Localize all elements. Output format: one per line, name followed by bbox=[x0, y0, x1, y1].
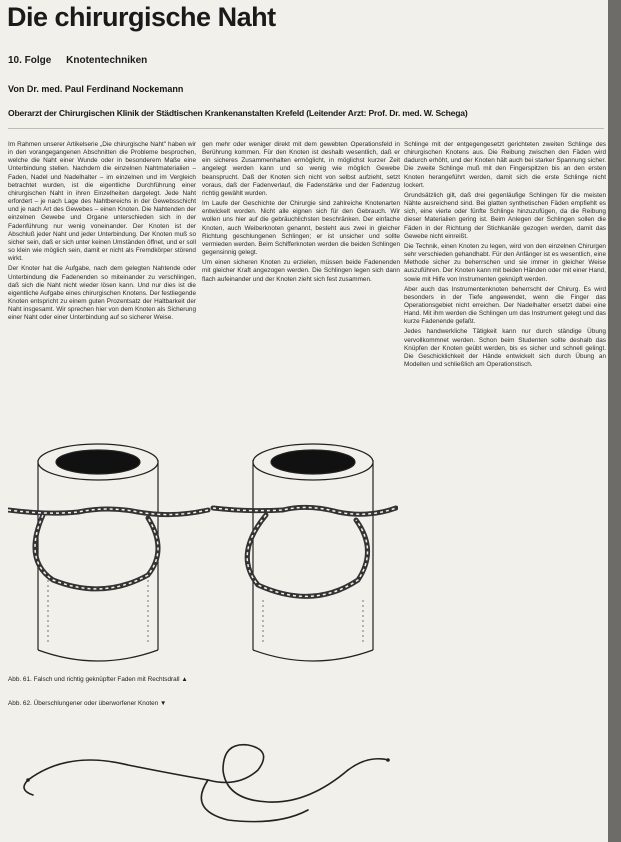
affiliation-line: Oberarzt der Chirurgischen Klinik der Städtischen Krankenanstalten Krefeld (Leitender Arzt: Prof. Dr. med. W. Schega) bbox=[8, 108, 468, 118]
text-column-3 bbox=[404, 141, 606, 841]
right-cylinder bbox=[253, 444, 373, 661]
text-column-1 bbox=[8, 141, 196, 441]
paragraph: Der Knoter hat die Aufgabe, nach dem gelegten Nahtende oder Unterbindung die Fadenenden so miteinander zu verschlingen, daß sich die Naht nicht wieder lösen kann. Und nur dies ist die eigentliche Aufgabe eines chirurgischen Knotens. Der festliegende Knoten entspricht zu einem guten Prozentsatz der Haltbarkeit der Naht insgesamt. Wir sprechen hier von dem Knoten als Sicherung einer Naht oder einer Unterbindung auf so sicherer Weise. bbox=[8, 265, 196, 322]
paragraph: Grundsätzlich gilt, daß drei gegenläufige Schlingen für die meisten Nähte ausreichend sind. Bei glatten synthetischen Fäden empfiehlt es sich, eine vierte oder fünfte Schlinge hinzuzufügen, da die Reibung dieser Materialien gering ist. Beim Anlegen der Schlingen sollen die Fäden in der Richtung der Stichkanäle gezogen werden, damit das Gewebe nicht einreißt. bbox=[404, 191, 606, 240]
figure-62-caption: Abb. 62. Überschlungener oder überworfener Knoten ▼ bbox=[8, 700, 167, 707]
paragraph: Im Rahmen unserer Artikelserie „Die chirurgische Naht" haben wir in den vorangegangenen Abschnitten die Probleme besprochen, welche die Naht einer Wunde oder in besonderem Maße eine Unterbindung stellen. Nachdem die einzelnen Nahtmaterialien – Faden, Nadel und Nadelhalter – im einzelnen und im Vergleich betrachtet wurden, ist die eigentliche Durchführung einer chirurgischen Naht in ihren Einzelheiten dargelegt. Jede Naht erfordert – je nach Lage des Nahtbereichs in der Gewebsschicht und je nach Art des Gewebes – einen Knoten. Die Nahtenden der einzelnen Gewebe und Organe unterschieden sich in der Fadenführung nur wenig voneinander. Der Knoten ist der Abschluß jeder Naht und jeder Unterbindung. Der Knoten muß so sicher sein, daß er sich unter keinen Umständen öffnet, und er soll so klein wie möglich sein, damit er nicht als Fremdkörper störend wirkt. bbox=[8, 141, 196, 263]
series-subtitle: Knotentechniken bbox=[66, 55, 148, 66]
article-title: Die chirurgische Naht bbox=[7, 2, 276, 32]
series-number: 10. Folge bbox=[8, 55, 52, 66]
paragraph: Um einen sicheren Knoten zu erzielen, müssen beide Fadenenden mit gleicher Kraft angezogen werden. Die Schlingen legen sich dann flach aufeinander und der Knoten zieht sich fest zusammen. bbox=[202, 259, 400, 283]
paragraph: Aber auch das Instrumentenknoten beherrscht der Chirurg. Es wird besonders in der Tiefe angewendet, wenn die Finger das Operationsgebiet nicht erreichen. Der Nadelhalter ersetzt dabei eine Hand. Mit ihm werden die Schlingen um das Instrument gelegt und das kurze Fadenende gefaßt. bbox=[404, 285, 606, 326]
text-column-2 bbox=[202, 141, 400, 441]
paragraph: Im Laufe der Geschichte der Chirurgie sind zahlreiche Knotenarten entwickelt worden. Nicht alle eignen sich für den Gebrauch. Wir wollen uns hier auf die gebräuchlichsten beschränken. Der einfache Knoten, auch Weiberknoten genannt, besteht aus zwei in gleicher Richtung geschlungenen Schlingen; er ist unsicher und sollte vermieden werden. Beim Schifferknoten werden die beiden Schlingen gegensinnig gelegt. bbox=[202, 200, 400, 257]
author-line: Von Dr. med. Paul Ferdinand Nockemann bbox=[8, 84, 184, 94]
paragraph: Die Technik, einen Knoten zu legen, wird von den einzelnen Chirurgen sehr verschieden gehandhabt. Für den Anfänger ist es wesentlich, eine Methode sicher zu beherrschen und sie immer in gleicher Weise auszuführen. Der Knoten kann mit beiden Händen oder mit einer Hand, sowie mit Hilfe von Instrumenten geknüpft werden. bbox=[404, 242, 606, 283]
series-line bbox=[8, 55, 147, 66]
paragraph: Jedes handwerkliche Tätigkeit kann nur durch ständige Übung vervollkommnet werden. Schon beim Studenten sollte deshalb das Knüpfen der Knoten geübt werden, bis es sicher und schnell gelingt. Die Geschicklichkeit der Hände entwickelt sich durch Übung an Modellen und schließlich am Operationstisch. bbox=[404, 328, 606, 369]
figure-61-caption: Abb. 61. Falsch und richtig geknüpfter Faden mit Rechtsdrall ▲ bbox=[8, 676, 188, 683]
page-edge-shadow bbox=[608, 0, 621, 842]
figure-61-illustration bbox=[8, 440, 398, 675]
left-cylinder bbox=[38, 444, 158, 661]
paragraph: gen mehr oder weniger direkt mit dem gewebten Operationsfeld in Berührung kommen. Für den Knoten ist deshalb wesentlich, daß er ein sicheres Zusammenhalten ermöglicht, in möglichst kurzer Zeit angelegt werden kann und so wenig wie möglich Gewebe beansprucht. Daß der Knoten sich nicht von selbst aufzieht, setzt voraus, daß der Fadenverlauf, die Fadenstärke und der Fadenzug richtig gewählt wurden. bbox=[202, 141, 400, 197]
header-divider bbox=[8, 128, 604, 129]
right-knot bbox=[213, 507, 396, 596]
figure-62-illustration bbox=[8, 710, 398, 830]
paragraph: Schlinge mit der entgegengesetzt gerichteten zweiten Schlinge des chirurgischen Knotens aus. Die Reibung zwischen den Fäden wird dadurch erhöht, und der Knoten hält auch bei starker Spannung sicher. Die zweite Schlinge muß mit den Fingerspitzen bis an den ersten Knoten herangeführt werden, damit sich die erste Schlinge nicht lockert. bbox=[404, 141, 606, 189]
